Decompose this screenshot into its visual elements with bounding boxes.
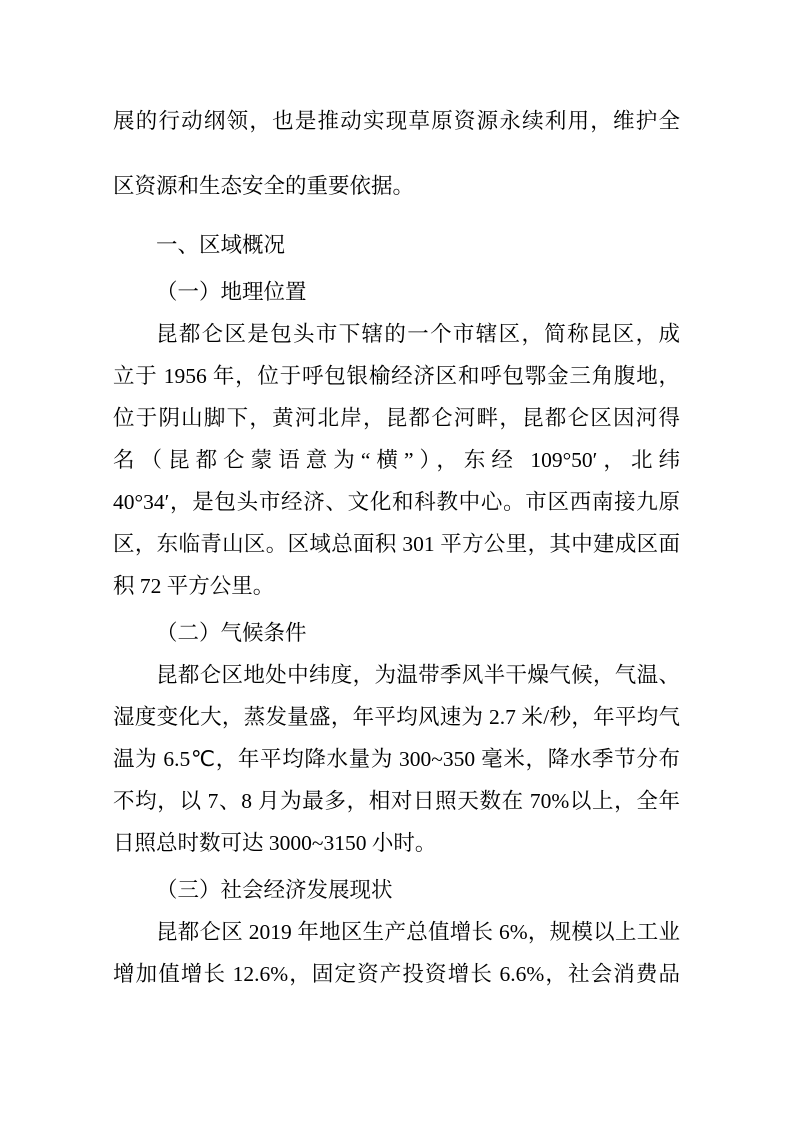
text-line: （一）地理位置 bbox=[156, 280, 307, 304]
text-line: 40°34′，是包头市经济、文化和科教中心。市区西南接九原 bbox=[113, 490, 680, 514]
section-heading bbox=[113, 224, 680, 266]
text-line: 昆都仑区是包头市下辖的一个市辖区，简称昆区，成 bbox=[156, 322, 680, 346]
text-line: 不均，以 7、8 月为最多，相对日照天数在 70%以上，全年 bbox=[113, 789, 680, 813]
text-line: 区，东临青山区。区域总面积 301 平方公里，其中建成区面 bbox=[113, 532, 680, 556]
paragraph bbox=[113, 89, 680, 219]
text-line: 积 72 平方公里。 bbox=[113, 574, 275, 598]
text-line: 立于 1956 年，位于呼包银榆经济区和呼包鄂金三角腹地， bbox=[113, 364, 680, 388]
text-line: （三）社会经济发展现状 bbox=[156, 878, 393, 902]
text-line: 展的行动纲领，也是推动实现草原资源永续利用，维护全 bbox=[113, 109, 680, 133]
text-line: 昆都仑区地处中纬度，为温带季风半干燥气候，气温、 bbox=[156, 663, 680, 687]
text-line: 名（昆都仑蒙语意为“横”），东经 109°50′，北纬 bbox=[113, 448, 680, 472]
text-line: 湿度变化大，蒸发量盛，年平均风速为 2.7 米/秒，年平均气 bbox=[113, 705, 680, 729]
text-line: （二）气候条件 bbox=[156, 621, 307, 645]
text-line: 区资源和生态安全的重要依据。 bbox=[113, 174, 415, 198]
text-line: 一、区域概况 bbox=[156, 233, 286, 257]
text-line: 位于阴山脚下，黄河北岸，昆都仑河畔，昆都仑区因河得 bbox=[113, 406, 680, 430]
section-heading bbox=[113, 869, 680, 911]
paragraph bbox=[113, 654, 680, 864]
text-line: 温为 6.5℃，年平均降水量为 300~350 毫米，降水季节分布 bbox=[113, 747, 680, 771]
text-line: 日照总时数可达 3000~3150 小时。 bbox=[113, 831, 437, 855]
text-line: 昆都仑区 2019 年地区生产总值增长 6%，规模以上工业 bbox=[156, 920, 680, 944]
text-line: 增加值增长 12.6%，固定资产投资增长 6.6%，社会消费品 bbox=[113, 962, 680, 986]
section-heading bbox=[113, 271, 680, 313]
paragraph bbox=[113, 911, 680, 995]
section-heading bbox=[113, 612, 680, 654]
paragraph bbox=[113, 313, 680, 607]
